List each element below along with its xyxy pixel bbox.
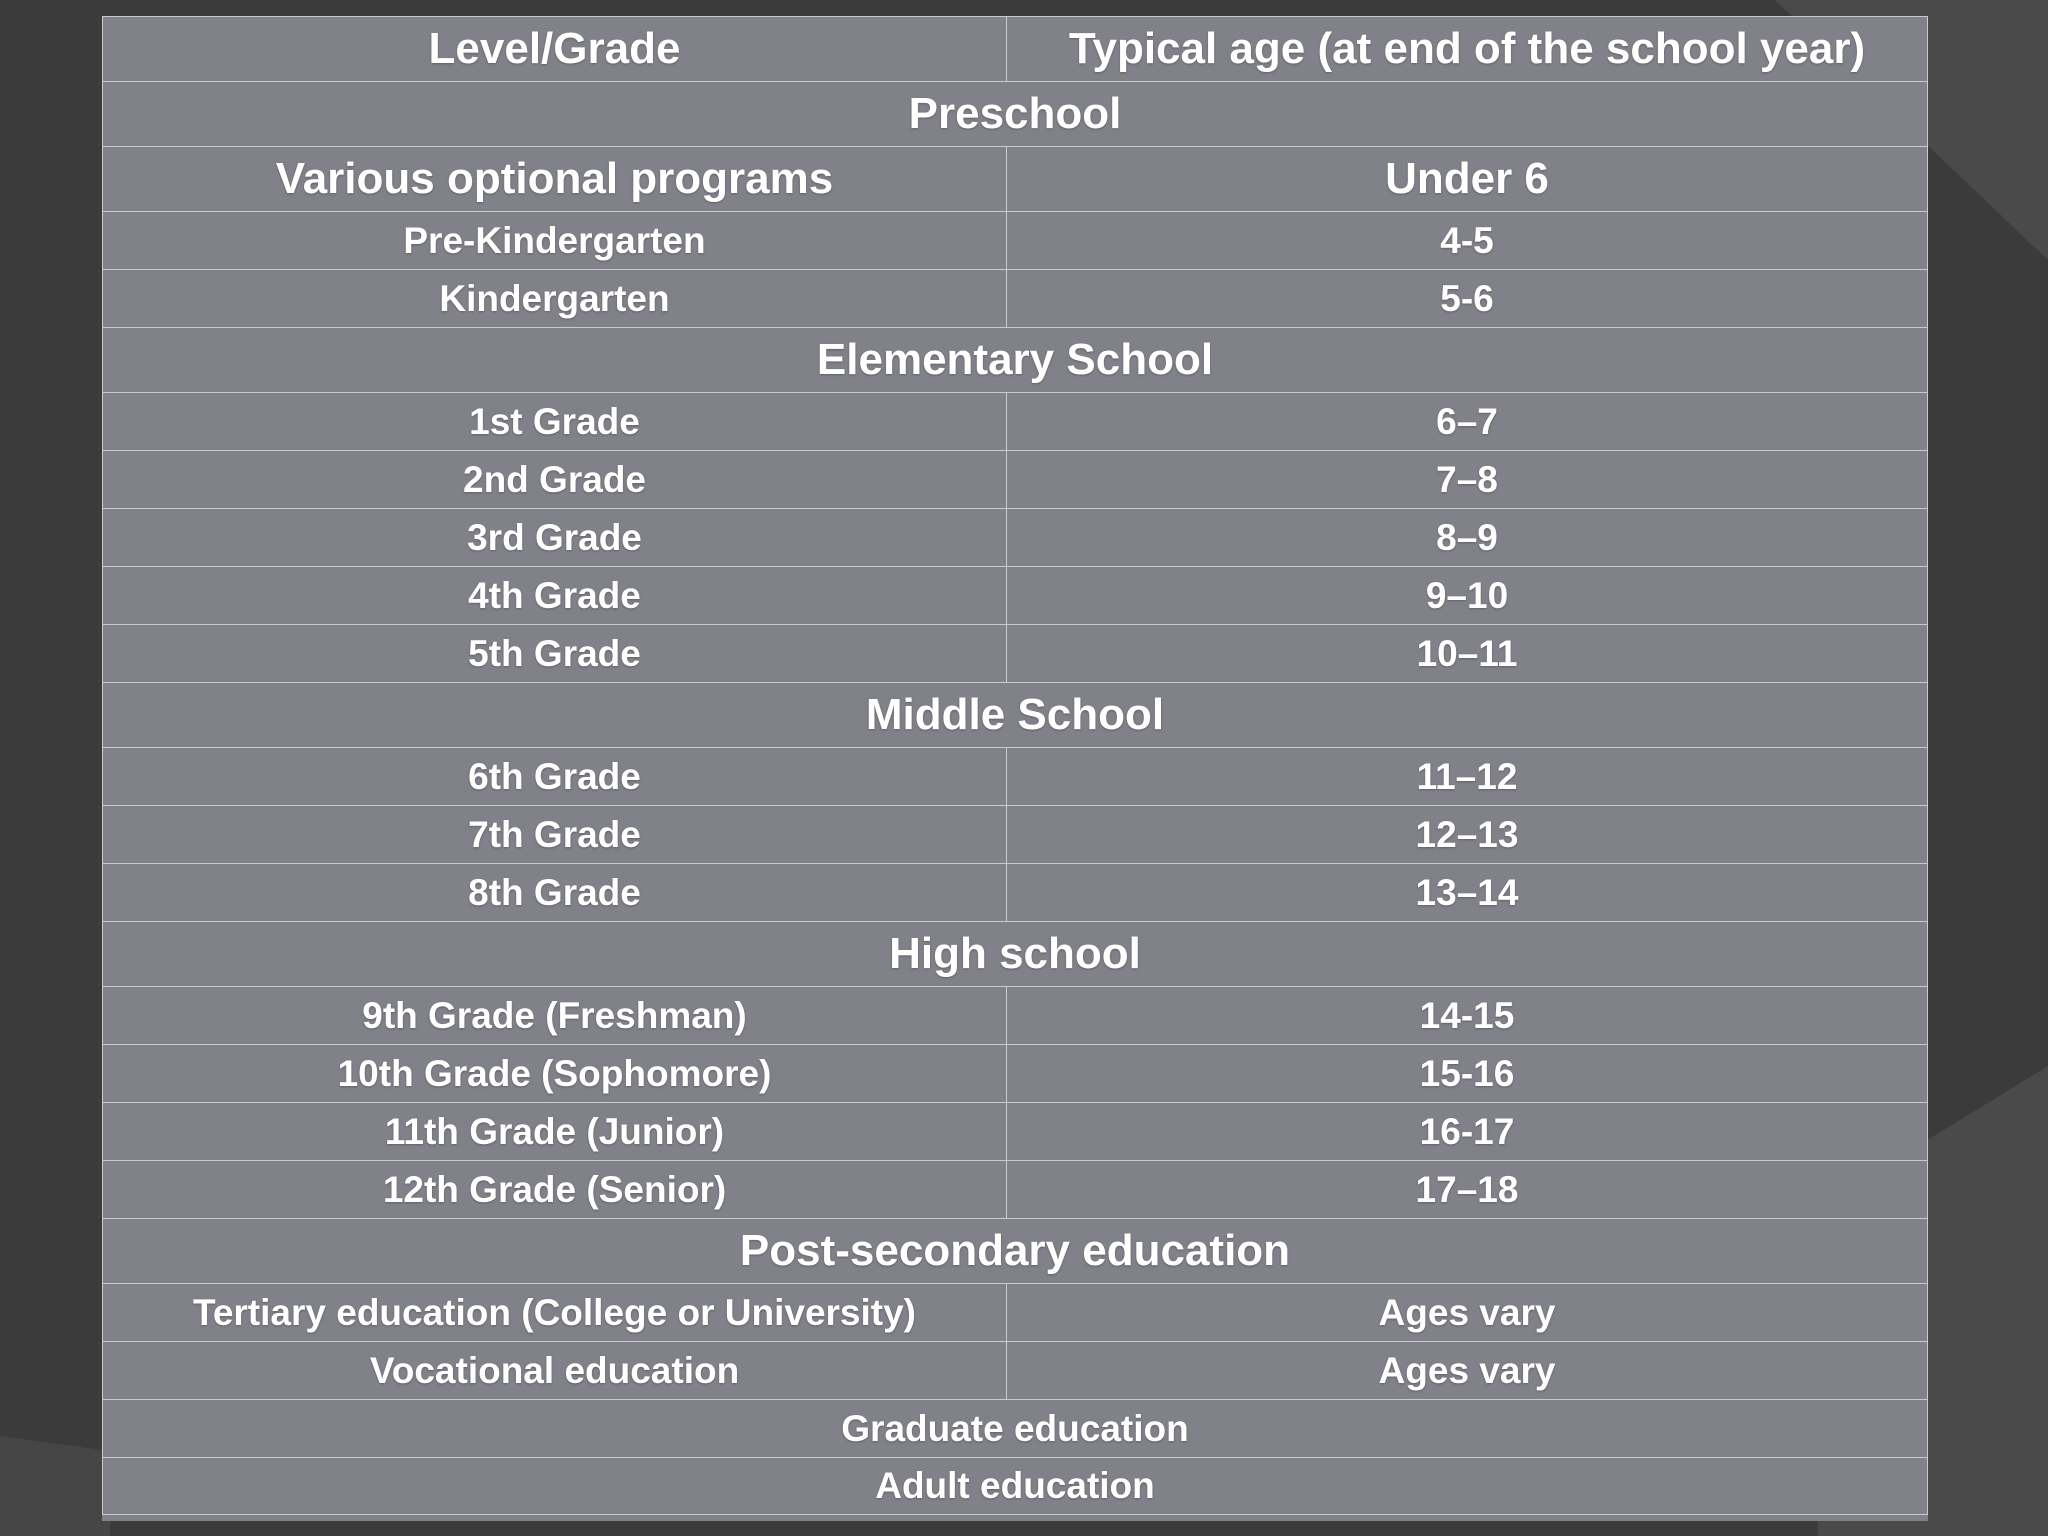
table-row-level: 9th Grade (Freshman): [102, 987, 1007, 1045]
table-row-level: Various optional programs: [102, 147, 1007, 212]
table-row-level: 4th Grade: [102, 567, 1007, 625]
table-row-level: Vocational education: [102, 1342, 1007, 1400]
table-row-age: 12–13: [1007, 806, 1928, 864]
table-row-age: 9–10: [1007, 567, 1928, 625]
table-row-age: 14-15: [1007, 987, 1928, 1045]
table-row-age: 10–11: [1007, 625, 1928, 683]
table-row-age: 8–9: [1007, 509, 1928, 567]
table-row-level: Pre-Kindergarten: [102, 212, 1007, 270]
section-title-middle: Middle School: [102, 683, 1928, 748]
table-row-age: 16-17: [1007, 1103, 1928, 1161]
section-title-elementary: Elementary School: [102, 328, 1928, 393]
table-row-age: 11–12: [1007, 748, 1928, 806]
table-row-level: 10th Grade (Sophomore): [102, 1045, 1007, 1103]
table-row-age: Ages vary: [1007, 1342, 1928, 1400]
table-row-level: 2nd Grade: [102, 451, 1007, 509]
table-row-age: Ages vary: [1007, 1284, 1928, 1342]
table-row-level: 5th Grade: [102, 625, 1007, 683]
table-row-level: Kindergarten: [102, 270, 1007, 328]
table-row-age: 7–8: [1007, 451, 1928, 509]
table-row-level: 7th Grade: [102, 806, 1007, 864]
table-row-adult-education: Adult education: [102, 1458, 1928, 1515]
section-title-high-school: High school: [102, 922, 1928, 987]
table-row-age: Under 6: [1007, 147, 1928, 212]
table-row-level: 12th Grade (Senior): [102, 1161, 1007, 1219]
table-row-age: 5-6: [1007, 270, 1928, 328]
table-row-level: 1st Grade: [102, 393, 1007, 451]
table-row-age: 6–7: [1007, 393, 1928, 451]
section-title-post-secondary: Post-secondary education: [102, 1219, 1928, 1284]
education-levels-table: [102, 16, 1928, 1521]
section-title-preschool: Preschool: [102, 82, 1928, 147]
table-row-age: 15-16: [1007, 1045, 1928, 1103]
table-row-level: 8th Grade: [102, 864, 1007, 922]
header-typical-age: Typical age (at end of the school year): [1007, 16, 1928, 82]
table-row-graduate-education: Graduate education: [102, 1400, 1928, 1458]
header-level-grade: Level/Grade: [102, 16, 1007, 82]
table-row-age: 13–14: [1007, 864, 1928, 922]
table-row-level: Tertiary education (College or University): [102, 1284, 1007, 1342]
table-row-age: 17–18: [1007, 1161, 1928, 1219]
table-row-level: 11th Grade (Junior): [102, 1103, 1007, 1161]
table-row-level: 6th Grade: [102, 748, 1007, 806]
table-row-age: 4-5: [1007, 212, 1928, 270]
table-row-level: 3rd Grade: [102, 509, 1007, 567]
background-shape-bottom-left: [0, 1436, 110, 1536]
